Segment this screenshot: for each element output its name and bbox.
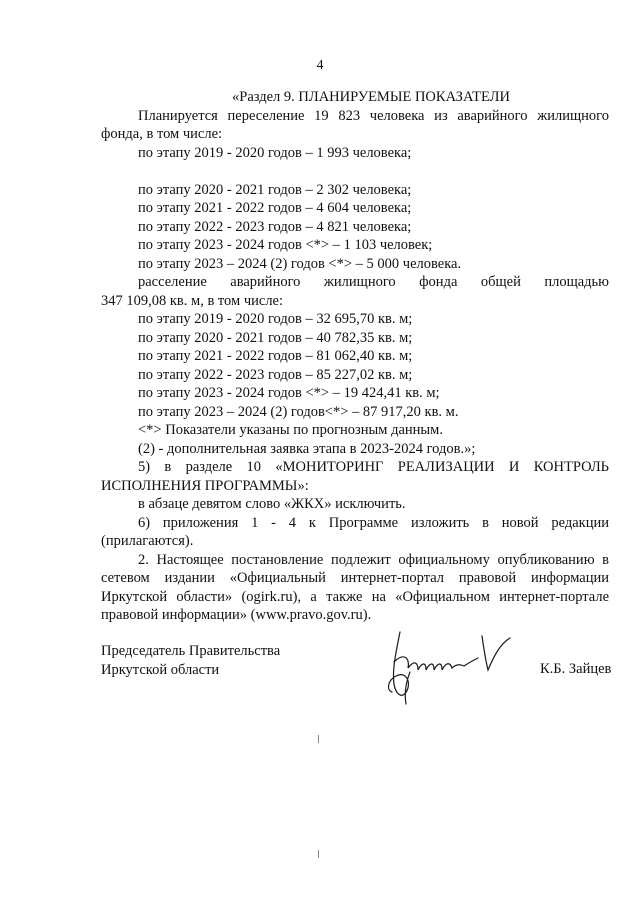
list-item: по этапу 2021 - 2022 годов – 4 604 человека;: [138, 200, 412, 216]
paragraph-line: Планируется переселение 19 823 человека из аварийного жилищного: [138, 107, 609, 124]
signatory-name: К.Б. Зайцев: [540, 661, 612, 677]
paragraph-line: ИСПОЛНЕНИЯ ПРОГРАММЫ»:: [101, 477, 309, 494]
footnote: <*> Показатели указаны по прогнозным данным.: [138, 422, 443, 438]
paragraph-line: 5) в разделе 10 «МОНИТОРИНГ РЕАЛИЗАЦИИ И КОНТРОЛЬ: [138, 459, 609, 475]
list-item: по этапу 2023 - 2024 годов <*> – 1 103 человек;: [138, 237, 433, 253]
signatory-title-line: Председатель Правительства: [101, 643, 281, 659]
list-item: по этапу 2023 – 2024 (2) годов <*> – 5 000 человека.: [138, 255, 462, 272]
paragraph-line: 6) приложения 1 - 4 к Программе изложить в новой редакции: [138, 514, 609, 531]
paragraph-line: 2. Настоящее постановление подлежит официальному опубликованию в: [138, 551, 609, 568]
scan-mark: [318, 850, 319, 858]
paragraph-line: Иркутской области» (ogirk.ru), а также на «Официальном интернет-портале: [101, 588, 609, 605]
paragraph-line: 347 109,08 кв. м, в том числе:: [101, 292, 284, 309]
paragraph-line: сетевом издании «Официальный интернет-портал правовой информации: [101, 570, 609, 586]
section-heading: «Раздел 9. ПЛАНИРУЕМЫЕ ПОКАЗАТЕЛИ: [232, 89, 510, 105]
signatory-title-line: Иркутской области: [101, 661, 220, 678]
scan-mark: [318, 735, 319, 743]
list-item: по этапу 2022 - 2023 годов – 85 227,02 кв. м;: [138, 366, 413, 383]
list-item: по этапу 2019 - 2020 годов – 1 993 человека;: [138, 144, 412, 161]
document-body: [101, 88, 609, 625]
page-number: 4: [316, 58, 324, 73]
signatory-title: [101, 642, 280, 679]
handwritten-signature: [370, 622, 520, 712]
blank-line: [101, 162, 609, 181]
list-item: по этапу 2023 – 2024 (2) годов<*> – 87 917,20 кв. м.: [138, 403, 459, 420]
list-item: по этапу 2020 - 2021 годов – 2 302 человека;: [138, 181, 412, 198]
paragraph-line: фонда, в том числе:: [101, 126, 223, 142]
list-item: по этапу 2019 - 2020 годов – 32 695,70 кв. м;: [138, 311, 413, 327]
list-item: по этапу 2020 - 2021 годов – 40 782,35 кв. м;: [138, 329, 413, 346]
paragraph-line: правовой информации» (www.pravo.gov.ru).: [101, 607, 372, 623]
list-item: по этапу 2023 - 2024 годов <*> – 19 424,41 кв. м;: [138, 385, 440, 401]
paragraph-line: в абзаце девятом слово «ЖКХ» исключить.: [138, 496, 406, 512]
list-item: по этапу 2021 - 2022 годов – 81 062,40 кв. м;: [138, 348, 413, 364]
paragraph-line: (прилагаются).: [101, 533, 194, 549]
list-item: по этапу 2022 - 2023 годов – 4 821 человека;: [138, 218, 412, 235]
footnote: (2) - дополнительная заявка этапа в 2023-2024 годов.»;: [138, 440, 476, 457]
paragraph-line: расселение аварийного жилищного фонда общей площадью: [138, 274, 609, 290]
